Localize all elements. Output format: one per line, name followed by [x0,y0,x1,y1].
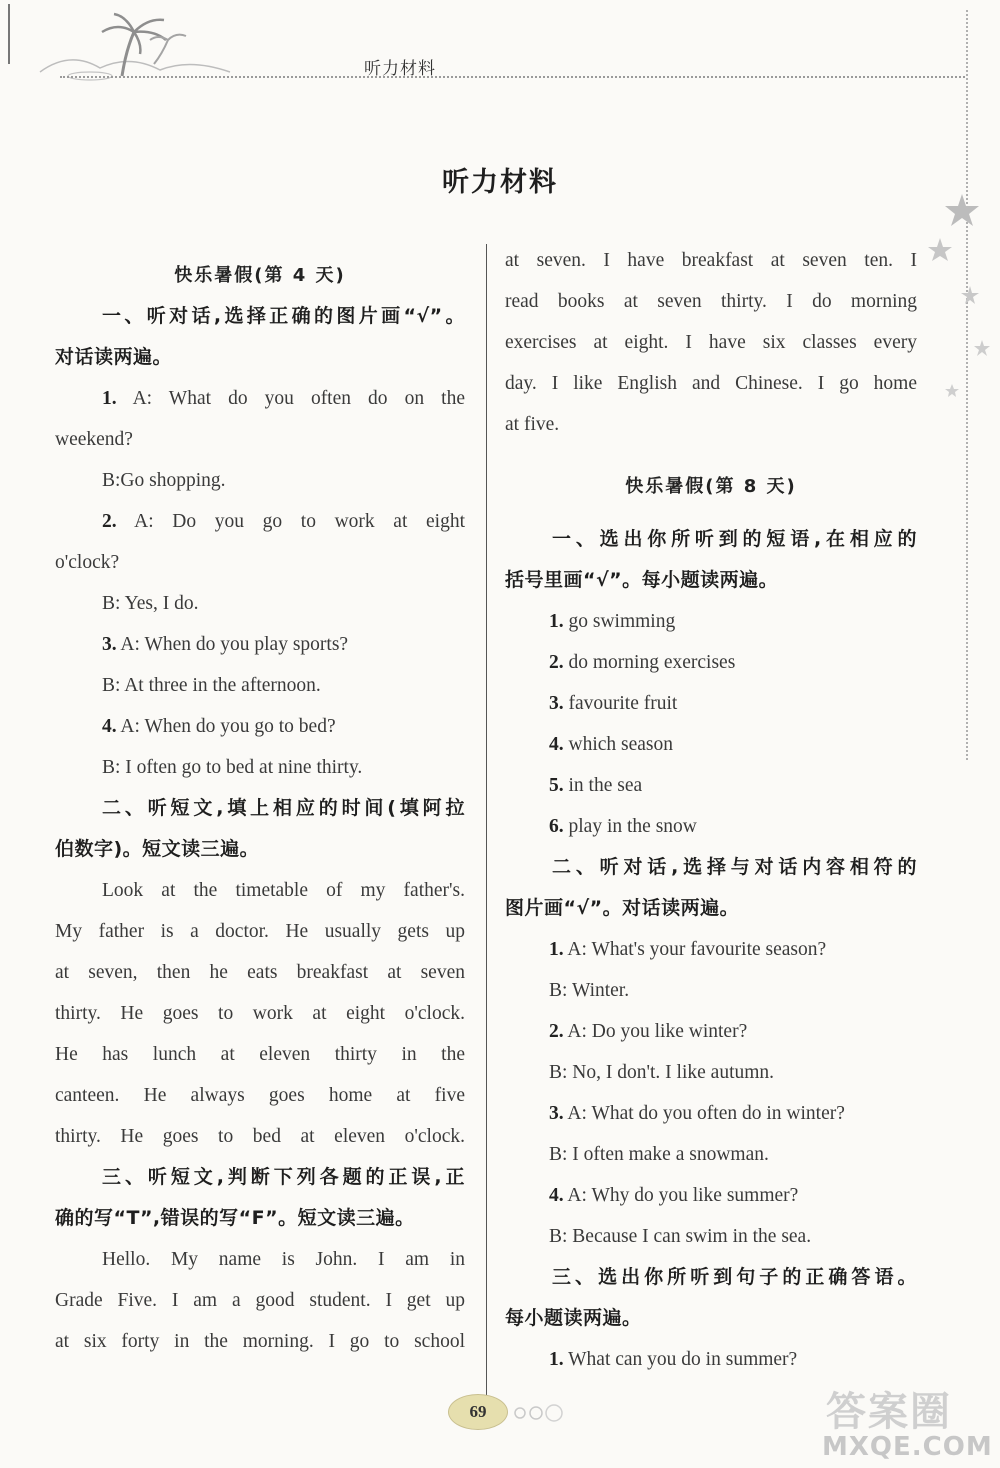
passage-line: day. I like English and Chinese. I go home [505,373,917,394]
dialogue-line: weekend? [55,429,133,450]
item-number: 1. [549,939,564,960]
item-number: 1. [102,388,117,409]
passage-line: at seven. I have breakfast at seven ten. I [505,250,917,271]
passage-line: at seven, then he eats breakfast at seven [55,962,465,983]
passage-line: Hello. My name is John. I am in [102,1249,465,1270]
dialogue-line: 1. A: What do you often do on the [102,388,465,409]
dialogue-line: 3. A: What do you often do in winter? [549,1103,845,1124]
item-number: 4. [102,716,117,737]
bubbles-icon [510,1400,570,1426]
item-number: 2. [549,652,564,673]
section-2-instruction: 二、听对话,选择与对话内容相符的 [552,856,917,878]
section-3-instruction: 三、听短文,判断下列各题的正误,正 [102,1166,465,1188]
item-number: 2. [102,511,117,532]
star-decoration-icon [920,180,1000,420]
running-header: 听力材料 [364,59,436,79]
item-number: 3. [549,1103,564,1124]
section-3-instruction: 三、选出你所听到句子的正确答语。 [552,1266,917,1288]
dialogue-line: B: At three in the afternoon. [102,675,321,696]
passage-line: exercises at eight. I have six classes every [505,332,917,353]
dialogue-line: 3. A: When do you play sports? [102,634,349,655]
passage-line: Grade Five. I am a good student. I get up [55,1290,465,1311]
dialogue-line: 2. A: Do you like winter? [549,1021,748,1042]
dialogue-line: 4. A: Why do you like summer? [549,1185,799,1206]
dialogue-line: B: Winter. [549,980,630,1001]
dialogue-line: B: Because I can swim in the sea. [549,1226,812,1247]
section-1-instruction-cont: 对话读两遍。 [55,346,173,368]
passage-line: Look at the timetable of my father's. [102,880,465,901]
dialogue-line: B:Go shopping. [102,470,226,491]
watermark-url: MXQE.COM [822,1432,993,1462]
question-line: 1. What can you do in summer? [549,1349,798,1370]
page-number-badge: 69 [448,1394,508,1430]
dialogue-line: B: I often make a snowman. [549,1144,769,1165]
passage-line: He has lunch at eleven thirty in the [55,1044,465,1065]
page-title: 听力材料 [442,167,558,198]
header-left-rule [8,4,10,64]
passage-line: thirty. He goes to work at eight o'clock. [55,1003,465,1024]
palm-tree-icon [30,10,240,82]
watermark-logo: 答案圈 [826,1389,952,1435]
dialogue-line: 2. A: Do you go to work at eight [102,511,465,532]
phrase-item: 1. go swimming [549,611,676,632]
phrase-item: 3. favourite fruit [549,693,678,714]
column-divider [486,244,487,1404]
item-number: 1. [549,611,564,632]
day-4-heading: 快乐暑假(第 4 天) [174,265,346,286]
section-2-instruction-cont: 图片画“√”。对话读两遍。 [505,897,740,919]
left-column [55,240,465,1362]
passage-line: thirty. He goes to bed at eleven o'clock. [55,1126,465,1147]
section-3-instruction-cont: 确的写“T”,错误的写“F”。短文读三遍。 [55,1207,415,1229]
passage-line: read books at seven thirty. I do morning [505,291,917,312]
item-number: 2. [549,1021,564,1042]
item-number: 4. [549,734,564,755]
passage-line: at five. [505,414,560,435]
phrase-item: 4. which season [549,734,674,755]
right-column [505,240,917,1380]
phrase-item: 5. in the sea [549,775,643,796]
dialogue-line: o'clock? [55,552,120,573]
section-1-instruction: 一、听对话,选择正确的图片画“√”。 [102,305,465,327]
dialogue-line: B: Yes, I do. [102,593,199,614]
phrase-item: 6. play in the snow [549,816,697,837]
passage-line: My father is a doctor. He usually gets up [55,921,465,942]
item-number: 4. [549,1185,564,1206]
section-2-instruction-cont: 伯数字)。短文读三遍。 [55,838,260,860]
section-1-instruction-cont: 括号里画“√”。每小题读两遍。 [505,569,779,591]
section-2-instruction: 二、听短文,填上相应的时间(填阿拉 [102,797,465,819]
item-number: 5. [549,775,564,796]
item-number: 6. [549,816,564,837]
day-8-heading: 快乐暑假(第 8 天) [625,476,797,497]
item-number: 3. [549,693,564,714]
section-1-instruction: 一、选出你所听到的短语,在相应的 [552,528,917,550]
dialogue-line: B: I often go to bed at nine thirty. [102,757,363,778]
section-3-instruction-cont: 每小题读两遍。 [505,1307,642,1329]
header-dotted-rule [60,76,965,78]
dialogue-line: 4. A: When do you go to bed? [102,716,336,737]
item-number: 3. [102,634,117,655]
item-number: 1. [549,1349,564,1370]
dialogue-line: 1. A: What's your favourite season? [549,939,827,960]
passage-line: at six forty in the morning. I go to school [55,1331,465,1352]
dialogue-line: B: No, I don't. I like autumn. [549,1062,775,1083]
phrase-item: 2. do morning exercises [549,652,736,673]
passage-line: canteen. He always goes home at five [55,1085,465,1106]
